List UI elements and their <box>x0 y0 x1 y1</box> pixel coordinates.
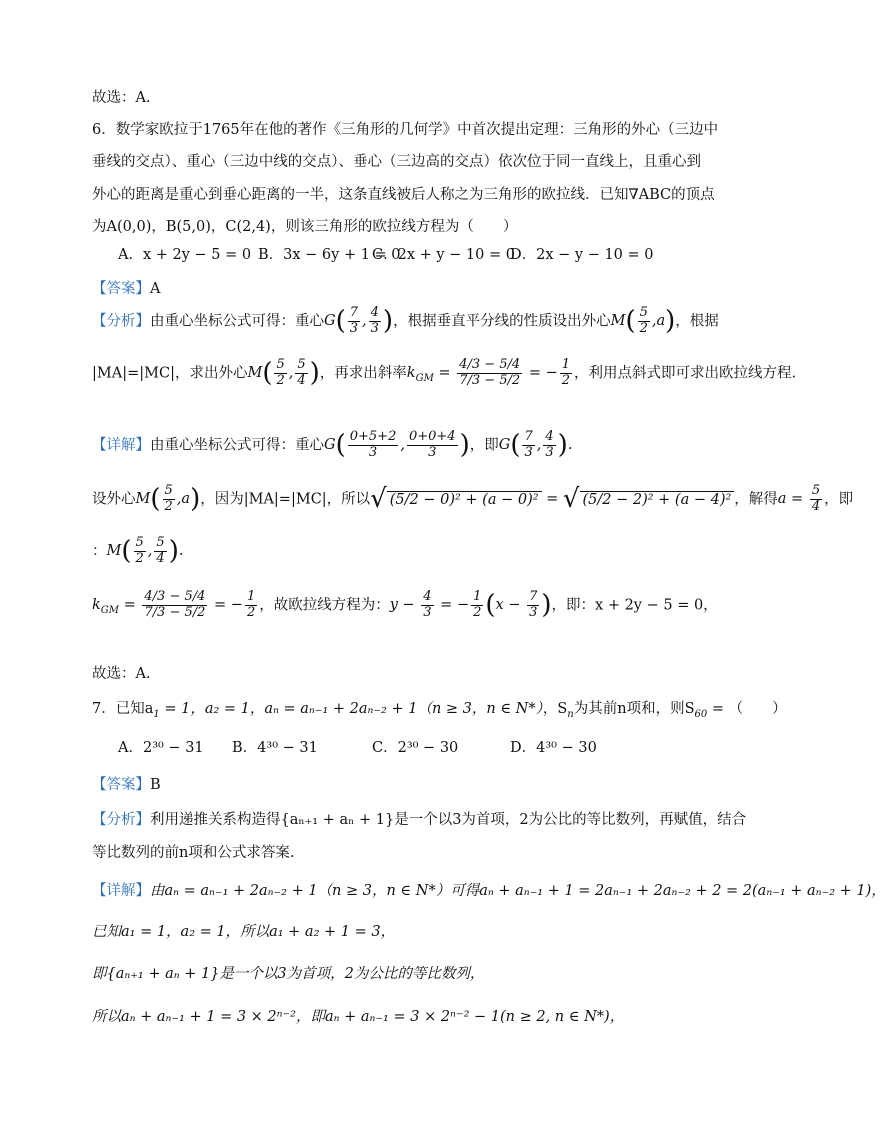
analysis-text: ，根据 <box>675 313 719 330</box>
q6-detail-line-4 <box>92 590 718 621</box>
prev-conclusion: 故选：A. <box>92 90 151 106</box>
slope-calc: $k_{GM}$ = $\frac{4/3 - 5/4}{7/3 - 5/2}$ = − $\frac{1}{2}$ <box>92 589 256 620</box>
q7-analysis-line-2: 等比数列的前n项和公式求答案. <box>92 845 295 861</box>
analysis-tag: 【分析】 <box>92 812 150 828</box>
detail-tag: 【详解】 <box>92 883 150 899</box>
detail-tag: 【详解】 <box>92 437 150 454</box>
q7-answer <box>92 773 161 794</box>
slope-expr: $k_{GM}$ = $\frac{4/3 - 5/4}{7/3 - 5/2}$ = − $\frac{1}{2}$ <box>406 357 571 388</box>
q6-stem-line-3: 外心的距离是重心到垂心距离的一半，这条直线被后人称之为三角形的欧拉线．已知∇ABC的顶点 <box>92 187 715 203</box>
q6-conclusion: 故选：A. <box>92 666 151 682</box>
q7-detail-line-4: 所以aₙ + aₙ₋₁ + 1 = 3 × 2ⁿ⁻²，即aₙ + aₙ₋₁ = 3 × 2ⁿ⁻² − 1(n ≥ 2, n ∈ N*)， <box>92 1009 625 1025</box>
circumcenter-expr: M( $\frac{5}{2}$ ,a) <box>135 483 201 515</box>
a-value: a = $\frac{5}{4}$ <box>777 483 821 514</box>
q7-detail-line-1 <box>92 879 886 900</box>
centroid-result: G( $\frac{7}{3}$ , $\frac{4}{3}$ ). <box>498 429 573 461</box>
q7-text: = （ ） <box>707 701 787 717</box>
q7-detail-line-2: 已知a₁ = 1，a₂ = 1，所以a₁ + a₂ + 1 = 3， <box>92 924 396 940</box>
detail-text: ，故欧拉线方程为： <box>259 597 390 614</box>
analysis-text: ，再求出斜率 <box>319 365 407 382</box>
q6-stem-line-2: 垂线的交点）、重心（三边中线的交点）、垂心（三边高的交点）依次位于同一直线上，且重心到 <box>92 154 701 170</box>
answer-value: A <box>150 281 161 297</box>
q7-condition: = 1，a₂ = 1，aₙ = aₙ₋₁ + 2aₙ₋₂ + 1（n ≥ 3，n ∈ N*） <box>159 701 543 717</box>
q7-text: ，S <box>542 701 568 717</box>
q6-option-c: C．2x + y − 10 = 0 <box>372 247 515 263</box>
q6-analysis-line-1 <box>92 306 719 337</box>
q7-option-a: A．2³⁰ − 31 <box>118 740 204 756</box>
detail-text: ，即 <box>469 437 499 454</box>
q6-stem-line-1: 6．数学家欧拉于1765年在他的著作《三角形的几何学》中首次提出定理：三角形的外心（三边中 <box>92 122 719 138</box>
q7-text: 7．已知a <box>92 701 154 717</box>
detail-text: 设外心 <box>92 491 136 508</box>
circumcenter-value: M( $\frac{5}{2}$ , $\frac{5}{4}$ ) <box>247 357 320 389</box>
q6-option-a: A．x + 2y − 5 = 0 <box>118 247 252 263</box>
q7-option-d: D．4³⁰ − 30 <box>510 740 597 756</box>
analysis-text: ，根据垂直平分线的性质设出外心 <box>393 313 611 330</box>
circumcenter-value: M( $\frac{5}{2}$ , $\frac{5}{4}$ ). <box>106 535 184 567</box>
detail-text: ： <box>92 543 107 560</box>
detail-text: ，因为|MA|=|MC|，所以 <box>200 491 371 508</box>
analysis-text: 利用递推关系构造得{aₙ₊₁ + aₙ + 1}是一个以3为首项，2为公比的等比数列，再赋值，结合 <box>150 812 747 828</box>
q7-text: 为其前n项和，则S <box>573 701 695 717</box>
q7-option-c: C．2³⁰ − 30 <box>372 740 459 756</box>
analysis-tag: 【分析】 <box>92 313 150 330</box>
q6-stem-line-4: 为A(0,0)，B(5,0)，C(2,4)，则该三角形的欧拉线方程为（ ） <box>92 219 518 235</box>
centroid-calc: G( $\frac{0+5+2}{3}$ , $\frac{0+0+4}{3}$ ) <box>324 429 470 461</box>
q6-option-d: D．2x − y − 10 = 0 <box>510 247 654 263</box>
answer-tag: 【答案】 <box>92 777 150 793</box>
q6-detail-line-1 <box>92 430 572 461</box>
q6-answer <box>92 277 160 298</box>
detail-text: ，解得 <box>734 491 778 508</box>
q7-stem: 7．已知$a_1 = 1$，a₂ = 1，aₙ = aₙ₋₁ + 2aₙ₋₂ + 1（n ≥ 3，n ∈ N*），$S_n$为其前n项和，则$S_{60}$ = （ ） <box>92 701 787 720</box>
centroid-expr: G( $\frac{7}{3}$ , $\frac{4}{3}$ ) <box>324 305 394 337</box>
answer-value: B <box>150 777 161 793</box>
answer-tag: 【答案】 <box>92 281 150 297</box>
analysis-text: |MA|=|MC|，求出外心 <box>92 365 248 382</box>
detail-text: 由aₙ = aₙ₋₁ + 2aₙ₋₂ + 1（n ≥ 3，n ∈ N*）可得aₙ + aₙ₋₁ + 1 = 2aₙ₋₁ + 2aₙ₋₂ + 2 = 2(aₙ₋₁ + aₙ₋₂ + 1)， <box>150 883 886 899</box>
q7-detail-line-3: 即{aₙ₊₁ + aₙ + 1}是一个以3为首项，2为公比的等比数列， <box>92 966 485 982</box>
q7-analysis-line-1 <box>92 808 746 829</box>
q6-detail-line-3 <box>92 536 183 567</box>
q6-analysis-line-2 <box>92 358 796 389</box>
detail-text: 由重心坐标公式可得：重心 <box>150 437 324 454</box>
detail-text: ，即：x + 2y − 5 = 0， <box>551 597 718 614</box>
analysis-text: 由重心坐标公式可得：重心 <box>150 313 324 330</box>
circumcenter-expr: M( $\frac{5}{2}$ ,a) <box>610 305 676 337</box>
detail-text: ，即 <box>824 491 854 508</box>
analysis-text: ，利用点斜式即可求出欧拉线方程. <box>574 365 797 382</box>
q6-detail-line-2 <box>92 484 853 515</box>
euler-line-eq: y − $\frac{4}{3}$ = − $\frac{1}{2}$ (x − $\frac{7}{3}$ ) <box>389 589 552 621</box>
q7-option-b: B．4³⁰ − 31 <box>232 740 318 756</box>
q6-option-b: B．3x − 6y + 1 = 0 <box>258 247 401 263</box>
distance-equation: √ (5/2 − 0)² + (a − 0)² = √ (5/2 − 2)² + (a − 4)² <box>370 491 734 507</box>
